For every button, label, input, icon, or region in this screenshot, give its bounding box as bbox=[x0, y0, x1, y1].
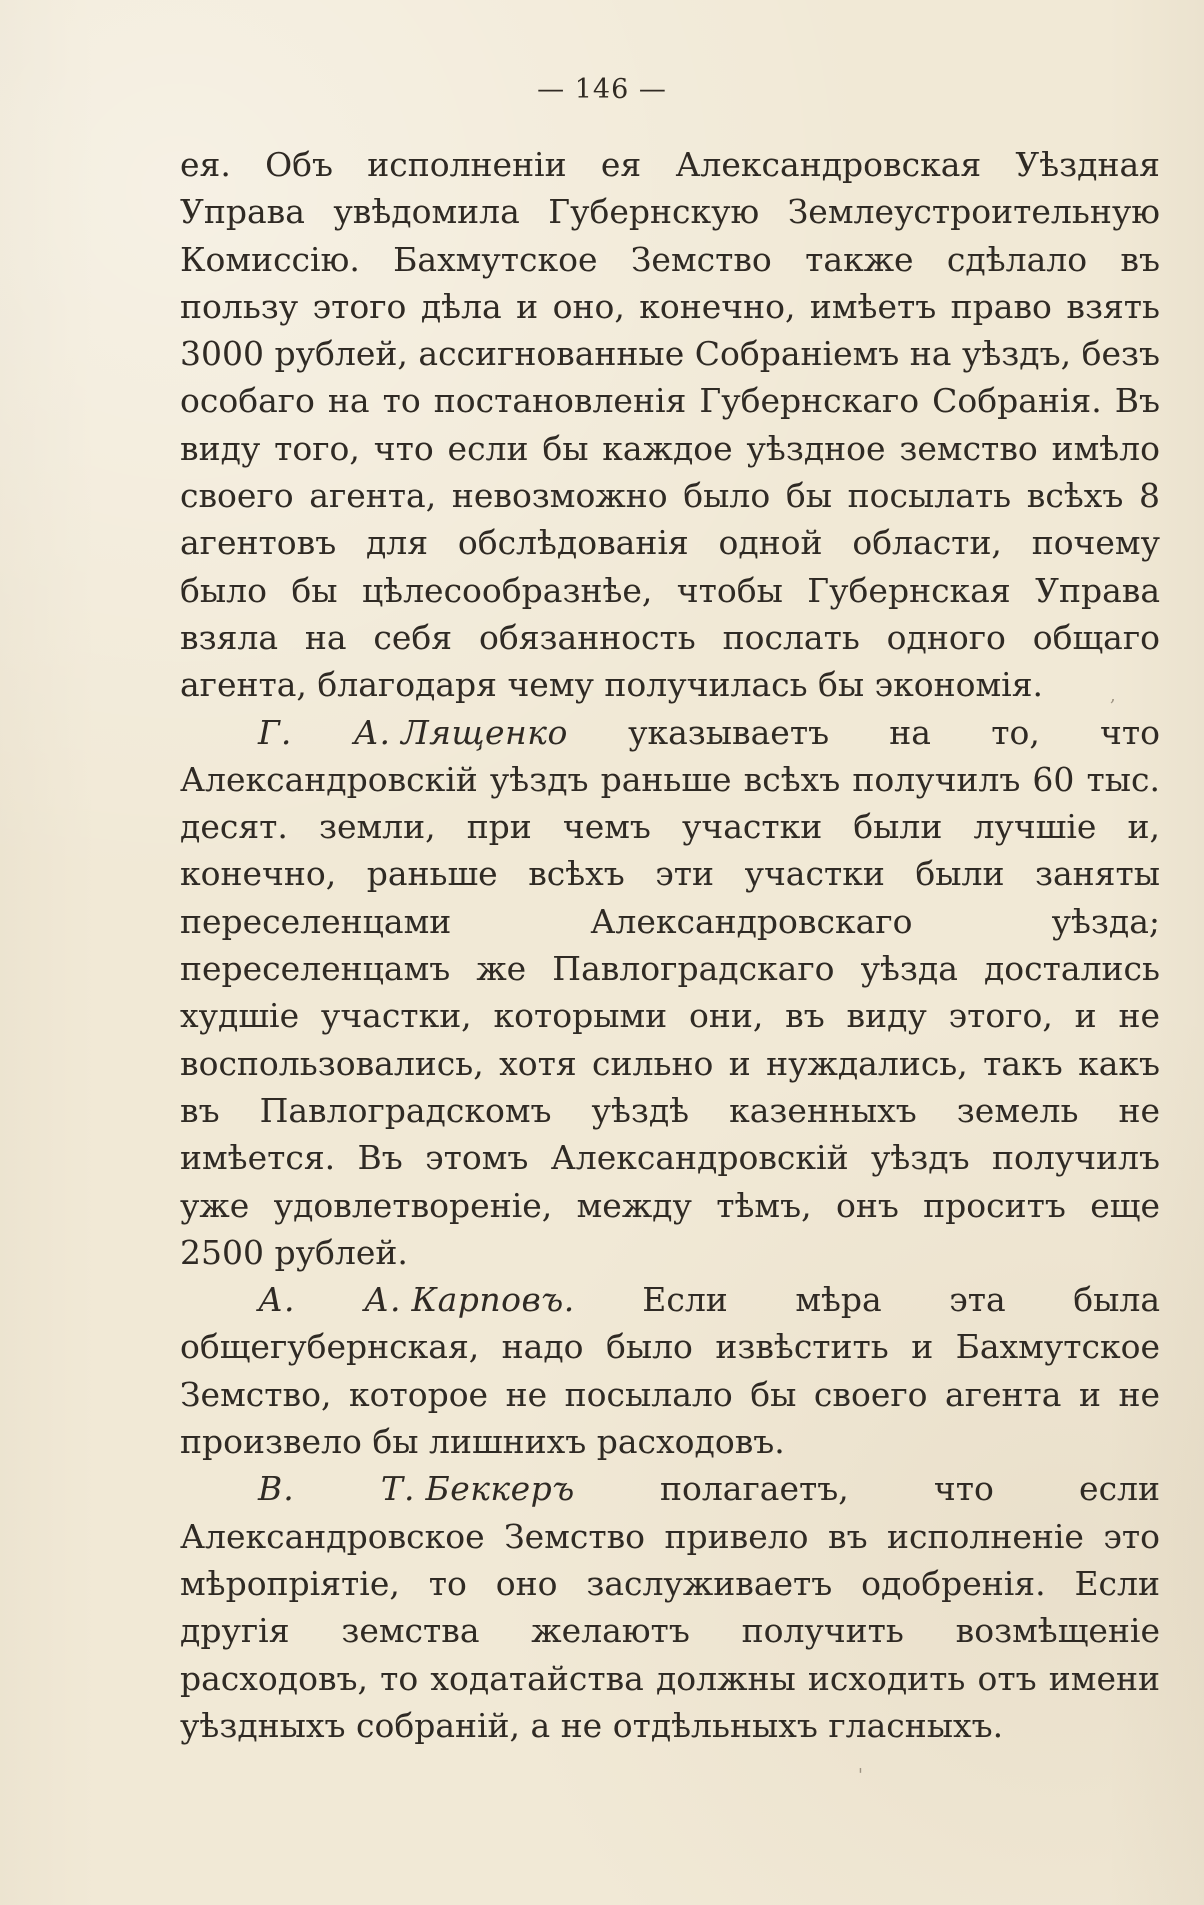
speaker-name: Лященко bbox=[401, 712, 568, 752]
speaker-initials: В. Т. bbox=[258, 1469, 416, 1509]
paragraph: ея. Объ исполненіи ея Александровская Уѣздная Управа увѣдомила Губернскую Землеустроительную Комиссію. Бахмутское Земство также сдѣлало въ пользу этого дѣла и оно, конечно, имѣетъ право взять 3000 рублей, ассигнованные Собраніемъ на уѣздъ, безъ особаго на то постановленія Губернскаго Собранія. Въ виду того, что если бы каждое уѣздное земство имѣло своего агента, невозможно было бы посылать всѣхъ 8 агентовъ для обслѣдованія одной области, почему было бы цѣлесообразнѣе, чтобы Губернская Управа взяла на себя обязанность послать одного общаго агента, благодаря чему получилась бы экономія. bbox=[180, 145, 1160, 705]
speech-paragraph bbox=[180, 1276, 1160, 1465]
speech-paragraph bbox=[180, 1465, 1160, 1749]
speaker-name: Карповъ. bbox=[411, 1280, 575, 1320]
main-text bbox=[180, 141, 1160, 1749]
speaker-initials: А. А. bbox=[258, 1280, 402, 1320]
speaker-initials: Г. А. bbox=[258, 712, 392, 752]
print-artifact: ' bbox=[858, 1765, 863, 1786]
print-artifact: , bbox=[1110, 685, 1116, 706]
speaker-name: Беккеръ bbox=[425, 1469, 575, 1509]
speech-paragraph bbox=[180, 709, 1160, 1277]
page-number: — 146 — bbox=[537, 74, 667, 105]
speech-text: полагаетъ, что если Александровское Земство привело въ исполненіе это мѣропріятіе, то оно заслуживаетъ одобренія. Если другія земства желаютъ получить возмѣщеніе расходовъ, то ходатайства должны исходить отъ имени уѣздныхъ собраній, а не отдѣльныхъ гласныхъ. bbox=[180, 1469, 1161, 1745]
speech-text: указываетъ на то, что Александровскій уѣздъ раньше всѣхъ получилъ 60 тыс. десят. земли, при чемъ участки были лучшіе и, конечно, раньше всѣхъ эти участки были заняты переселенцами Александровскаго уѣзда; переселенцамъ же Павлоградскаго уѣзда достались худшіе участки, которыми они, въ виду этого, и не воспользовались, хотя сильно и нуждались, такъ какъ въ Павлоградскомъ уѣздѣ казенныхъ земель не имѣется. Въ этомъ Александровскій уѣздъ получилъ уже удовлетвореніе, между тѣмъ, онъ проситъ еще 2500 рублей. bbox=[180, 712, 1160, 1272]
speech-text: Если мѣра эта была общегубернская, надо было извѣстить и Бахмутское Земство, которое не посылало бы своего агента и не произвело бы лишнихъ расходовъ. bbox=[180, 1280, 1160, 1462]
